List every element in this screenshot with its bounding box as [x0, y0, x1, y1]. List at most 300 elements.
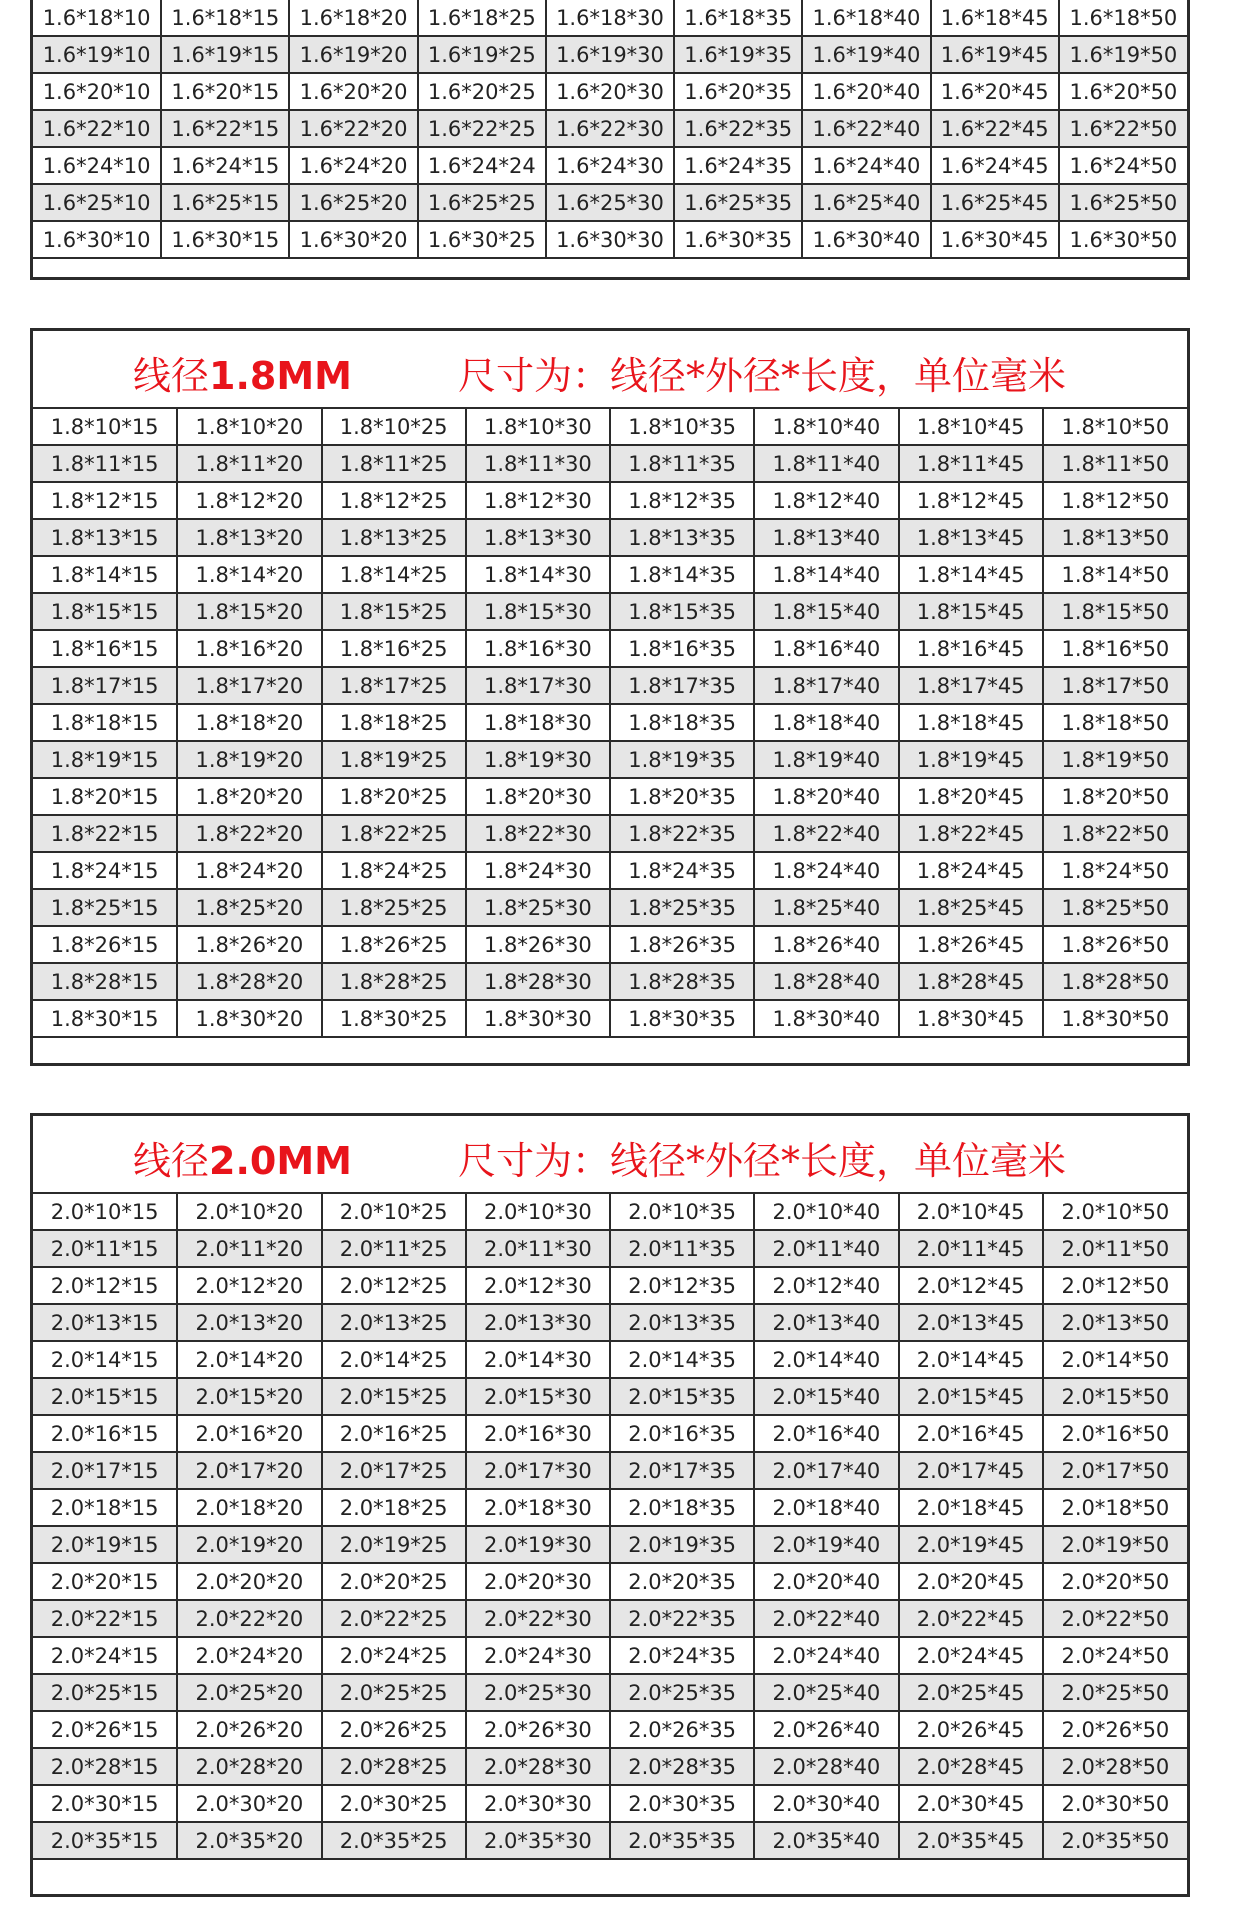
table-cell: 1.8*22*45 — [899, 815, 1043, 852]
table-row — [33, 667, 1187, 704]
table-cell: 1.6*18*50 — [1059, 0, 1187, 36]
table-cell: 1.6*18*25 — [418, 0, 546, 36]
table-cell: 1.8*25*25 — [322, 889, 466, 926]
table-cell: 2.0*19*25 — [322, 1526, 466, 1563]
table-cell: 2.0*16*35 — [610, 1415, 754, 1452]
table-cell: 2.0*12*50 — [1043, 1267, 1187, 1304]
table-cell: 2.0*25*50 — [1043, 1674, 1187, 1711]
table-cell: 1.8*11*40 — [754, 445, 898, 482]
table-cell: 1.8*16*35 — [610, 630, 754, 667]
table-cell: 1.8*19*30 — [466, 741, 610, 778]
table-cell: 1.8*25*35 — [610, 889, 754, 926]
table-cell: 1.8*24*15 — [33, 852, 177, 889]
table-cell: 1.8*10*40 — [754, 409, 898, 445]
table-cell: 1.8*20*40 — [754, 778, 898, 815]
table-cell: 1.8*26*50 — [1043, 926, 1187, 963]
table-cell: 2.0*26*30 — [466, 1711, 610, 1748]
table-cell: 2.0*22*25 — [322, 1600, 466, 1637]
table-cell: 1.6*19*45 — [931, 36, 1059, 73]
table-cell: 2.0*26*50 — [1043, 1711, 1187, 1748]
table-cell: 1.8*20*15 — [33, 778, 177, 815]
size-table — [33, 1194, 1187, 1860]
table-cell: 2.0*15*25 — [322, 1378, 466, 1415]
table-cell: 1.8*30*25 — [322, 1000, 466, 1037]
table-cell: 2.0*10*30 — [466, 1194, 610, 1230]
table-row — [33, 110, 1187, 147]
table-cell: 2.0*19*40 — [754, 1526, 898, 1563]
table-cell: 1.8*26*40 — [754, 926, 898, 963]
table-cell: 1.8*26*20 — [177, 926, 321, 963]
table-cell: 1.8*19*50 — [1043, 741, 1187, 778]
table-cell: 1.6*19*35 — [674, 36, 802, 73]
table-cell: 1.6*20*45 — [931, 73, 1059, 110]
table-cell: 2.0*15*15 — [33, 1378, 177, 1415]
table-cell: 1.6*20*10 — [33, 73, 161, 110]
table-cell: 1.6*19*20 — [289, 36, 417, 73]
table-row — [33, 889, 1187, 926]
table-cell: 1.6*19*30 — [546, 36, 674, 73]
table-row — [33, 1785, 1187, 1822]
table-cell: 1.6*22*45 — [931, 110, 1059, 147]
table-row — [33, 1000, 1187, 1037]
section-title — [133, 345, 352, 400]
table-cell: 1.6*20*50 — [1059, 73, 1187, 110]
table-cell: 1.8*24*40 — [754, 852, 898, 889]
table-cell: 1.6*20*25 — [418, 73, 546, 110]
table-cell: 2.0*16*15 — [33, 1415, 177, 1452]
spec-table-1-8 — [30, 328, 1190, 1066]
table-cell: 1.6*30*45 — [931, 221, 1059, 258]
table-cell: 2.0*13*20 — [177, 1304, 321, 1341]
table-cell: 1.8*17*20 — [177, 667, 321, 704]
table-row — [33, 1526, 1187, 1563]
table-cell: 1.8*30*15 — [33, 1000, 177, 1037]
table-cell: 1.8*15*25 — [322, 593, 466, 630]
table-cell: 1.8*18*40 — [754, 704, 898, 741]
table-row — [33, 556, 1187, 593]
table-cell: 2.0*30*15 — [33, 1785, 177, 1822]
table-cell: 1.8*17*50 — [1043, 667, 1187, 704]
table-cell: 1.8*14*20 — [177, 556, 321, 593]
table-cell: 2.0*28*35 — [610, 1748, 754, 1785]
table-cell: 1.8*28*20 — [177, 963, 321, 1000]
table-cell: 2.0*25*20 — [177, 1674, 321, 1711]
table-cell: 1.8*18*45 — [899, 704, 1043, 741]
table-cell: 2.0*11*20 — [177, 1230, 321, 1267]
table-cell: 1.6*18*40 — [802, 0, 930, 36]
table-cell: 1.8*22*25 — [322, 815, 466, 852]
table-cell: 2.0*13*25 — [322, 1304, 466, 1341]
table-cell: 2.0*28*50 — [1043, 1748, 1187, 1785]
table-cell: 2.0*17*40 — [754, 1452, 898, 1489]
table-cell: 2.0*13*40 — [754, 1304, 898, 1341]
table-cell: 2.0*16*20 — [177, 1415, 321, 1452]
table-cell: 2.0*22*45 — [899, 1600, 1043, 1637]
table-cell: 2.0*24*50 — [1043, 1637, 1187, 1674]
section-title — [133, 1130, 352, 1185]
table-row — [33, 1748, 1187, 1785]
table-cell: 1.6*19*25 — [418, 36, 546, 73]
table-cell: 1.8*26*35 — [610, 926, 754, 963]
table-cell: 2.0*16*50 — [1043, 1415, 1187, 1452]
table-cell: 2.0*12*25 — [322, 1267, 466, 1304]
table-cell: 2.0*25*45 — [899, 1674, 1043, 1711]
table-row — [33, 1637, 1187, 1674]
table-cell: 2.0*35*40 — [754, 1822, 898, 1859]
table-cell: 1.6*19*15 — [161, 36, 289, 73]
table-cell: 1.8*28*40 — [754, 963, 898, 1000]
table-cell: 1.6*25*20 — [289, 184, 417, 221]
table-cell: 1.8*18*35 — [610, 704, 754, 741]
table-cell: 1.6*25*40 — [802, 184, 930, 221]
table-cell: 1.8*15*30 — [466, 593, 610, 630]
table-cell: 2.0*30*50 — [1043, 1785, 1187, 1822]
title-prefix: 线径 — [133, 354, 210, 398]
table-cell: 2.0*26*40 — [754, 1711, 898, 1748]
table-cell: 1.8*30*30 — [466, 1000, 610, 1037]
table-cell: 2.0*14*35 — [610, 1341, 754, 1378]
table-cell: 2.0*26*25 — [322, 1711, 466, 1748]
table-cell: 1.8*26*15 — [33, 926, 177, 963]
table-cell: 1.8*15*45 — [899, 593, 1043, 630]
table-cell: 2.0*13*30 — [466, 1304, 610, 1341]
table-cell: 2.0*22*15 — [33, 1600, 177, 1637]
table-cell: 2.0*35*45 — [899, 1822, 1043, 1859]
table-cell: 1.8*28*25 — [322, 963, 466, 1000]
table-cell: 2.0*12*45 — [899, 1267, 1043, 1304]
table-cell: 2.0*19*15 — [33, 1526, 177, 1563]
table-row — [33, 815, 1187, 852]
table-cell: 1.8*12*40 — [754, 482, 898, 519]
table-cell: 1.6*25*45 — [931, 184, 1059, 221]
table-row — [33, 73, 1187, 110]
table-cell: 1.8*15*20 — [177, 593, 321, 630]
table-cell: 1.6*20*35 — [674, 73, 802, 110]
table-cell: 1.8*16*25 — [322, 630, 466, 667]
table-cell: 1.8*28*35 — [610, 963, 754, 1000]
table-cell: 1.6*19*50 — [1059, 36, 1187, 73]
table-cell: 1.8*11*45 — [899, 445, 1043, 482]
table-cell: 1.8*12*50 — [1043, 482, 1187, 519]
table-cell: 1.8*12*25 — [322, 482, 466, 519]
table-cell: 1.8*16*40 — [754, 630, 898, 667]
table-cell: 2.0*12*20 — [177, 1267, 321, 1304]
table-cell: 1.8*17*40 — [754, 667, 898, 704]
table-cell: 1.8*26*25 — [322, 926, 466, 963]
table-cell: 1.8*16*20 — [177, 630, 321, 667]
table-row — [33, 1341, 1187, 1378]
table-cell: 2.0*17*15 — [33, 1452, 177, 1489]
table-cell: 2.0*28*45 — [899, 1748, 1043, 1785]
table-cell: 1.6*30*40 — [802, 221, 930, 258]
table-cell: 1.8*30*45 — [899, 1000, 1043, 1037]
table-cell: 2.0*18*30 — [466, 1489, 610, 1526]
table-cell: 2.0*13*50 — [1043, 1304, 1187, 1341]
table-cell: 1.6*24*15 — [161, 147, 289, 184]
table-cell: 1.8*14*35 — [610, 556, 754, 593]
table-cell: 1.8*16*30 — [466, 630, 610, 667]
table-cell: 2.0*22*50 — [1043, 1600, 1187, 1637]
table-cell: 1.8*18*25 — [322, 704, 466, 741]
table-cell: 1.8*20*25 — [322, 778, 466, 815]
table-cell: 1.8*13*50 — [1043, 519, 1187, 556]
table-cell: 1.6*22*30 — [546, 110, 674, 147]
table-cell: 1.6*20*30 — [546, 73, 674, 110]
table-cell: 1.8*28*30 — [466, 963, 610, 1000]
table-cell: 1.6*20*15 — [161, 73, 289, 110]
table-cell: 1.8*30*20 — [177, 1000, 321, 1037]
table-cell: 1.8*14*45 — [899, 556, 1043, 593]
table-cell: 1.6*30*10 — [33, 221, 161, 258]
table-cell: 2.0*25*40 — [754, 1674, 898, 1711]
table-cell: 2.0*22*20 — [177, 1600, 321, 1637]
size-table — [33, 0, 1187, 259]
table-cell: 2.0*12*35 — [610, 1267, 754, 1304]
table-cell: 1.6*18*10 — [33, 0, 161, 36]
table-cell: 2.0*10*15 — [33, 1194, 177, 1230]
table-cell: 2.0*18*35 — [610, 1489, 754, 1526]
table-cell: 1.8*24*45 — [899, 852, 1043, 889]
table-cell: 1.8*20*45 — [899, 778, 1043, 815]
table-cell: 1.8*16*50 — [1043, 630, 1187, 667]
table-cell: 2.0*11*40 — [754, 1230, 898, 1267]
table-cell: 1.8*14*30 — [466, 556, 610, 593]
table-cell: 1.8*18*50 — [1043, 704, 1187, 741]
table-cell: 1.6*30*30 — [546, 221, 674, 258]
table-cell: 1.6*25*35 — [674, 184, 802, 221]
section-description: 尺寸为：线径*外径*长度，单位毫米 — [458, 354, 1067, 398]
table-cell: 2.0*17*20 — [177, 1452, 321, 1489]
table-cell: 2.0*10*45 — [899, 1194, 1043, 1230]
table-cell: 1.6*25*50 — [1059, 184, 1187, 221]
table-cell: 1.8*15*35 — [610, 593, 754, 630]
table-cell: 2.0*10*25 — [322, 1194, 466, 1230]
table-cell: 2.0*24*35 — [610, 1637, 754, 1674]
table-cell: 2.0*24*45 — [899, 1637, 1043, 1674]
table-cell: 1.8*10*20 — [177, 409, 321, 445]
table-cell: 1.8*12*30 — [466, 482, 610, 519]
table-cell: 1.8*15*40 — [754, 593, 898, 630]
table-cell: 2.0*25*15 — [33, 1674, 177, 1711]
table-cell: 1.8*20*20 — [177, 778, 321, 815]
table-cell: 2.0*15*50 — [1043, 1378, 1187, 1415]
table-cell: 1.8*25*40 — [754, 889, 898, 926]
table-row — [33, 0, 1187, 36]
table-cell: 2.0*14*40 — [754, 1341, 898, 1378]
table-cell: 1.8*14*50 — [1043, 556, 1187, 593]
table-cell: 1.8*14*40 — [754, 556, 898, 593]
table-cell: 1.6*24*35 — [674, 147, 802, 184]
table-row — [33, 704, 1187, 741]
table-row — [33, 852, 1187, 889]
table-cell: 2.0*22*40 — [754, 1600, 898, 1637]
table-row — [33, 1822, 1187, 1859]
table-cell: 1.8*13*40 — [754, 519, 898, 556]
table-cell: 2.0*11*45 — [899, 1230, 1043, 1267]
table-row — [33, 184, 1187, 221]
table-cell: 2.0*35*35 — [610, 1822, 754, 1859]
table-cell: 1.6*18*45 — [931, 0, 1059, 36]
table-cell: 1.8*28*45 — [899, 963, 1043, 1000]
table-cell: 2.0*20*20 — [177, 1563, 321, 1600]
table-cell: 1.8*17*25 — [322, 667, 466, 704]
table-cell: 1.8*25*30 — [466, 889, 610, 926]
table-cell: 1.8*10*25 — [322, 409, 466, 445]
table-cell: 2.0*17*35 — [610, 1452, 754, 1489]
table-cell: 1.8*19*25 — [322, 741, 466, 778]
table-cell: 1.8*30*35 — [610, 1000, 754, 1037]
table-cell: 2.0*12*40 — [754, 1267, 898, 1304]
table-cell: 2.0*10*35 — [610, 1194, 754, 1230]
size-table — [33, 409, 1187, 1038]
table-cell: 2.0*22*35 — [610, 1600, 754, 1637]
table-cell: 1.8*24*50 — [1043, 852, 1187, 889]
table-cell: 1.8*13*25 — [322, 519, 466, 556]
table-cell: 1.6*24*10 — [33, 147, 161, 184]
title-value: 2.0MM — [209, 1139, 352, 1183]
table-cell: 1.8*17*35 — [610, 667, 754, 704]
table-cell: 2.0*26*35 — [610, 1711, 754, 1748]
table-cell: 1.6*18*15 — [161, 0, 289, 36]
table-cell: 1.8*24*35 — [610, 852, 754, 889]
table-cell: 1.6*24*30 — [546, 147, 674, 184]
table-cell: 1.6*19*40 — [802, 36, 930, 73]
table-cell: 2.0*18*15 — [33, 1489, 177, 1526]
table-cell: 2.0*30*45 — [899, 1785, 1043, 1822]
table-cell: 2.0*35*15 — [33, 1822, 177, 1859]
table-cell: 2.0*19*35 — [610, 1526, 754, 1563]
table-cell: 2.0*35*20 — [177, 1822, 321, 1859]
table-cell: 2.0*19*30 — [466, 1526, 610, 1563]
table-cell: 2.0*30*30 — [466, 1785, 610, 1822]
table-cell: 2.0*25*35 — [610, 1674, 754, 1711]
table-cell: 2.0*20*30 — [466, 1563, 610, 1600]
table-row — [33, 1230, 1187, 1267]
table-row — [33, 1415, 1187, 1452]
table-cell: 1.8*12*35 — [610, 482, 754, 519]
table-row — [33, 1304, 1187, 1341]
table-cell: 2.0*11*50 — [1043, 1230, 1187, 1267]
table-cell: 1.6*22*50 — [1059, 110, 1187, 147]
table-cell: 2.0*28*20 — [177, 1748, 321, 1785]
table-row — [33, 1194, 1187, 1230]
table-row — [33, 147, 1187, 184]
table-cell: 1.8*17*45 — [899, 667, 1043, 704]
table-cell: 2.0*14*20 — [177, 1341, 321, 1378]
table-cell: 1.6*30*25 — [418, 221, 546, 258]
table-cell: 1.8*16*15 — [33, 630, 177, 667]
table-cell: 2.0*20*40 — [754, 1563, 898, 1600]
table-cell: 1.8*11*50 — [1043, 445, 1187, 482]
table-cell: 2.0*30*35 — [610, 1785, 754, 1822]
table-cell: 2.0*14*15 — [33, 1341, 177, 1378]
table-cell: 1.8*13*20 — [177, 519, 321, 556]
table-cell: 2.0*30*20 — [177, 1785, 321, 1822]
table-cell: 1.8*13*35 — [610, 519, 754, 556]
table-cell: 2.0*19*50 — [1043, 1526, 1187, 1563]
table-cell: 2.0*24*20 — [177, 1637, 321, 1674]
table-cell: 2.0*28*15 — [33, 1748, 177, 1785]
table-cell: 2.0*18*20 — [177, 1489, 321, 1526]
table-cell: 2.0*17*30 — [466, 1452, 610, 1489]
table-cell: 2.0*11*35 — [610, 1230, 754, 1267]
table-cell: 2.0*14*50 — [1043, 1341, 1187, 1378]
table-cell: 1.8*13*30 — [466, 519, 610, 556]
table-cell: 2.0*22*30 — [466, 1600, 610, 1637]
table-cell: 1.6*30*15 — [161, 221, 289, 258]
table-cell: 2.0*11*25 — [322, 1230, 466, 1267]
table-cell: 1.8*13*45 — [899, 519, 1043, 556]
table-cell: 1.8*19*35 — [610, 741, 754, 778]
table-cell: 2.0*10*50 — [1043, 1194, 1187, 1230]
table-row — [33, 36, 1187, 73]
table-cell: 1.8*19*40 — [754, 741, 898, 778]
table-cell: 2.0*20*15 — [33, 1563, 177, 1600]
table-cell: 1.8*26*30 — [466, 926, 610, 963]
table-cell: 1.6*24*45 — [931, 147, 1059, 184]
table-cell: 1.6*24*40 — [802, 147, 930, 184]
table-cell: 2.0*26*45 — [899, 1711, 1043, 1748]
table-cell: 2.0*25*25 — [322, 1674, 466, 1711]
table-cell: 1.8*18*15 — [33, 704, 177, 741]
table-row — [33, 409, 1187, 445]
table-cell: 1.6*24*24 — [418, 147, 546, 184]
table-cell: 1.8*19*45 — [899, 741, 1043, 778]
table-cell: 1.6*24*20 — [289, 147, 417, 184]
table-cell: 2.0*28*25 — [322, 1748, 466, 1785]
table-row — [33, 1489, 1187, 1526]
table-cell: 1.6*18*20 — [289, 0, 417, 36]
section-header — [33, 331, 1187, 409]
table-cell: 2.0*13*15 — [33, 1304, 177, 1341]
table-cell: 1.8*11*25 — [322, 445, 466, 482]
table-cell: 2.0*15*45 — [899, 1378, 1043, 1415]
table-cell: 2.0*25*30 — [466, 1674, 610, 1711]
table-cell: 1.8*22*35 — [610, 815, 754, 852]
table-cell: 1.8*25*20 — [177, 889, 321, 926]
table-cell: 1.8*12*45 — [899, 482, 1043, 519]
table-cell: 1.8*30*40 — [754, 1000, 898, 1037]
table-cell: 1.8*12*15 — [33, 482, 177, 519]
table-cell: 2.0*13*35 — [610, 1304, 754, 1341]
table-cell: 2.0*20*35 — [610, 1563, 754, 1600]
table-cell: 1.6*22*25 — [418, 110, 546, 147]
table-cell: 2.0*18*40 — [754, 1489, 898, 1526]
table-row — [33, 593, 1187, 630]
table-cell: 2.0*24*15 — [33, 1637, 177, 1674]
table-cell: 2.0*14*30 — [466, 1341, 610, 1378]
table-cell: 2.0*13*45 — [899, 1304, 1043, 1341]
table-cell: 2.0*17*50 — [1043, 1452, 1187, 1489]
table-cell: 2.0*17*45 — [899, 1452, 1043, 1489]
table-cell: 1.6*20*40 — [802, 73, 930, 110]
table-cell: 1.8*22*50 — [1043, 815, 1187, 852]
table-cell: 1.8*11*20 — [177, 445, 321, 482]
table-cell: 2.0*16*40 — [754, 1415, 898, 1452]
table-cell: 2.0*12*15 — [33, 1267, 177, 1304]
table-cell: 1.6*30*35 — [674, 221, 802, 258]
table-cell: 2.0*16*30 — [466, 1415, 610, 1452]
table-cell: 1.8*14*15 — [33, 556, 177, 593]
table-row — [33, 741, 1187, 778]
table-cell: 2.0*18*50 — [1043, 1489, 1187, 1526]
table-cell: 1.8*26*45 — [899, 926, 1043, 963]
table-cell: 1.8*24*30 — [466, 852, 610, 889]
table-cell: 2.0*10*40 — [754, 1194, 898, 1230]
table-cell: 1.8*11*15 — [33, 445, 177, 482]
table-cell: 2.0*30*25 — [322, 1785, 466, 1822]
table-cell: 1.6*19*10 — [33, 36, 161, 73]
